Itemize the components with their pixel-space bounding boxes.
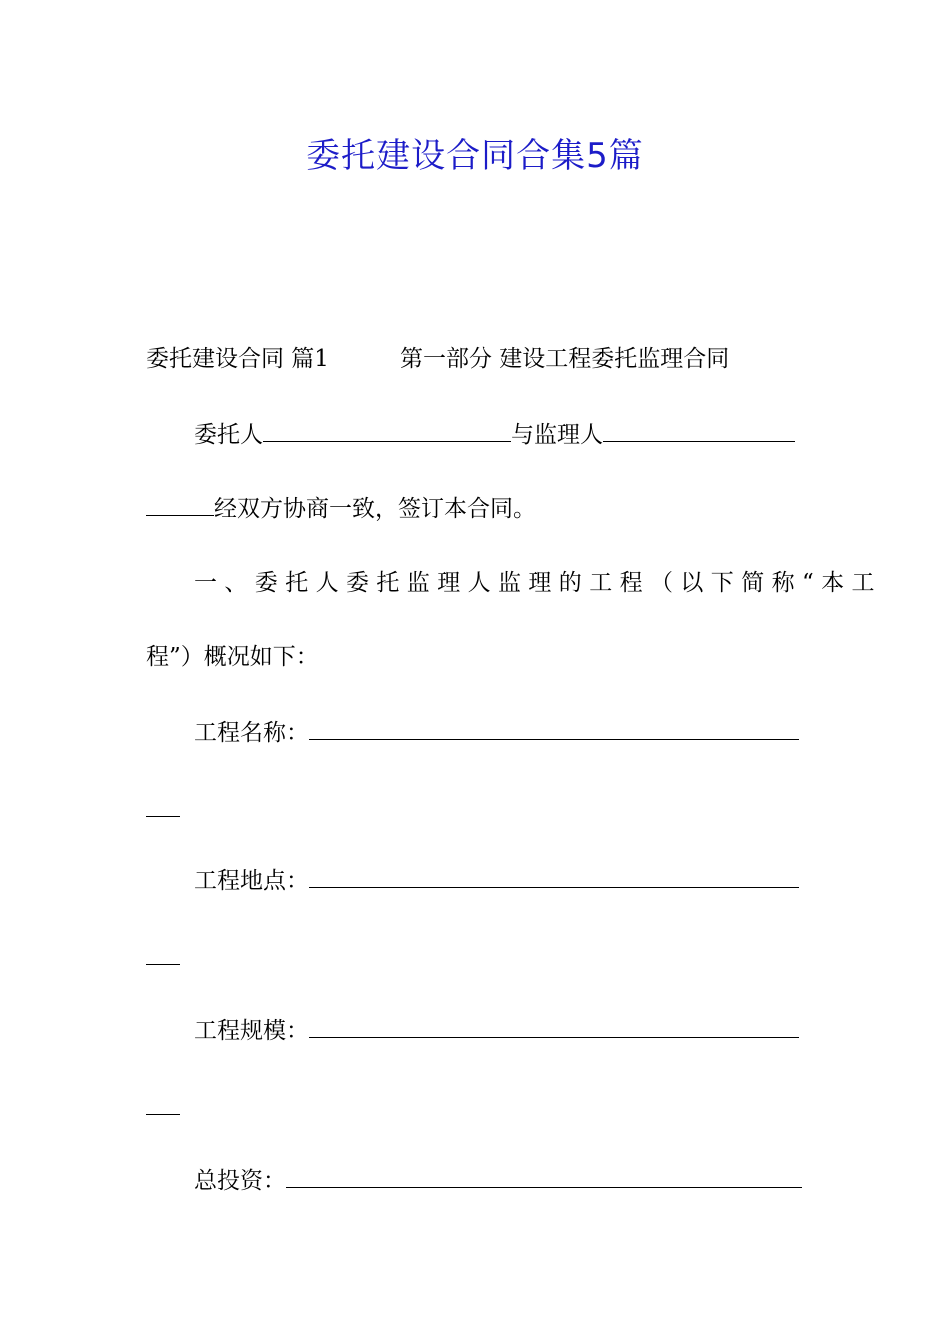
field-blank-continued: [146, 964, 180, 965]
field-label: 工程地点：: [194, 868, 309, 894]
field-blank: [309, 867, 799, 888]
document-title: 委托建设合同合集5篇: [306, 136, 644, 176]
supervisor-blank-continued: [146, 495, 214, 516]
field-label: 工程规模：: [194, 1018, 309, 1044]
parties-line: [194, 420, 795, 450]
field-label: 总投资：: [194, 1168, 286, 1194]
clause1-line2: 程”）概况如下：: [146, 644, 319, 670]
section-heading-right: 第一部分 建设工程委托监理合同: [400, 346, 730, 372]
field-project-location: [194, 866, 799, 896]
clause1-line1: 一、委托人委托监理人监理的工程（以下简称“本工: [194, 570, 882, 596]
field-blank: [286, 1167, 802, 1188]
field-total-investment: [194, 1166, 802, 1196]
agreement-text: 经双方协商一致，签订本合同。: [214, 496, 536, 522]
supervisor-blank: [603, 421, 795, 442]
field-label: 工程名称：: [194, 720, 309, 746]
field-project-name: [194, 718, 799, 748]
field-blank: [309, 1017, 799, 1038]
field-project-scale: [194, 1016, 799, 1046]
section-heading-left: 委托建设合同 篇1: [146, 346, 329, 372]
field-blank-continued: [146, 1114, 180, 1115]
field-blank-continued: [146, 816, 180, 817]
client-blank: [263, 421, 511, 442]
agreement-line: [146, 494, 536, 524]
field-blank: [309, 719, 799, 740]
supervisor-label: 与监理人: [511, 422, 603, 448]
client-label: 委托人: [194, 422, 263, 448]
